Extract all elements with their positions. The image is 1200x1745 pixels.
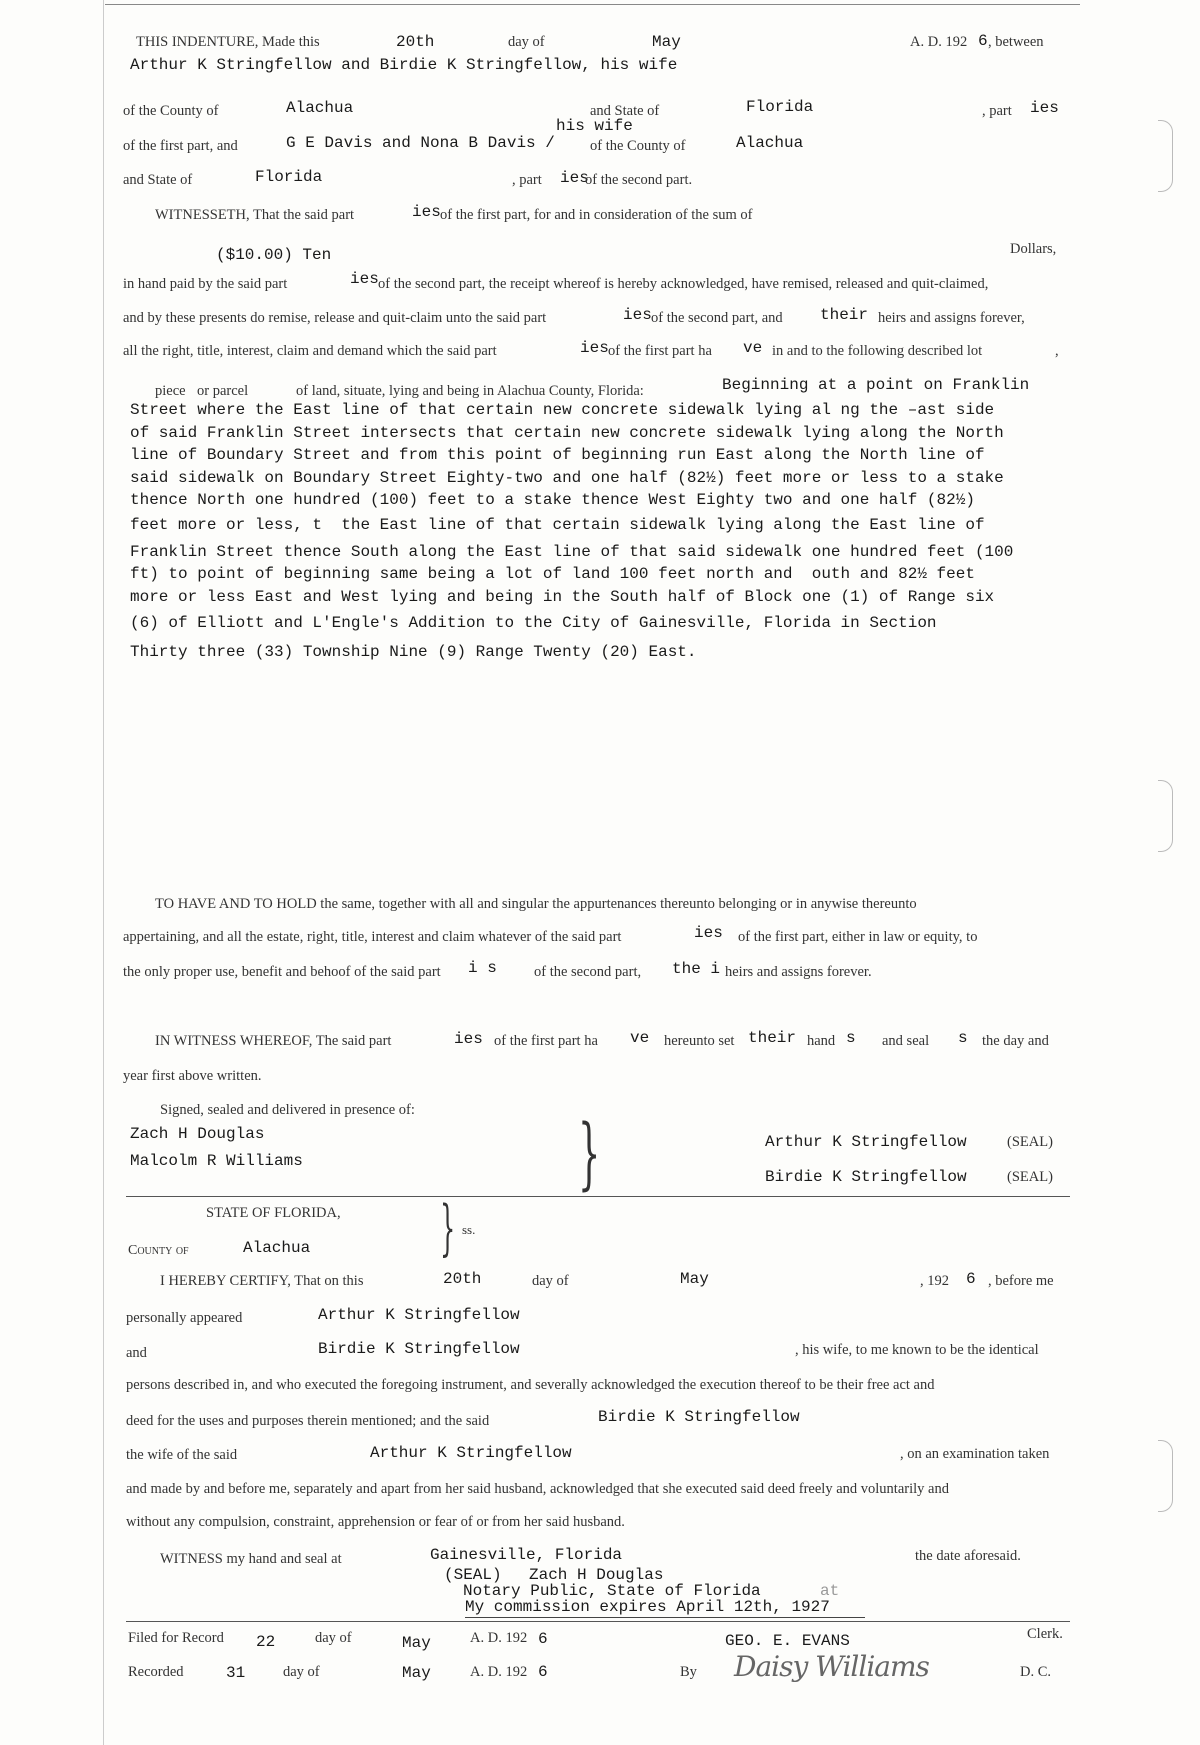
witness-2-name: Malcolm R Williams <box>130 1152 303 1170</box>
filing-divider <box>126 1621 1070 1622</box>
this-indenture-label: THIS INDENTURE, Made this <box>136 34 320 50</box>
hereby-certify: I HEREBY CERTIFY, That on this <box>160 1273 364 1289</box>
made-by-and-before: and made by and before me, separately and apart from her said husband, acknowledged that she executed said deed freely and voluntarily and <box>126 1481 949 1497</box>
description-line: ft) to point of beginning same being a lot of land 100 feet north and outh and 82½ feet <box>130 565 975 584</box>
in-witness-first-part: of the first part ha <box>494 1033 598 1049</box>
top-border <box>105 4 1080 5</box>
lot-comma: , <box>1055 343 1059 359</box>
indenture-month: May <box>652 33 681 51</box>
habendum-heirs: heirs and assigns forever. <box>725 964 872 980</box>
ad-label: A. D. 192 <box>910 34 968 50</box>
and-seal-label: and seal <box>882 1033 930 1049</box>
by-label: By <box>680 1664 697 1680</box>
appeared-person-1: Arthur K Stringfellow <box>318 1306 520 1324</box>
notary-seal: (SEAL) <box>444 1566 502 1584</box>
description-line: (6) of Elliott and L'Engle's Addition to the City of Gainesville, Florida in Section <box>130 614 937 633</box>
appeared-person-2: Birdie K Stringfellow <box>318 1340 520 1358</box>
second-part-label: of the second part. <box>585 172 693 188</box>
notary-commission: My commission expires April 12th, 1927 <box>465 1598 830 1616</box>
county-of-label: County of <box>128 1243 189 1258</box>
grantor-county: Alachua <box>286 99 354 117</box>
left-margin-line <box>103 0 104 1745</box>
description-start: Beginning at a point on Franklin <box>722 376 1030 394</box>
recorded-day-of: day of <box>283 1664 320 1680</box>
part-ies-1: ies <box>1030 99 1059 117</box>
description-line: thence North one hundred (100) feet to a stake thence West Eighty two and one half (82½) <box>130 491 975 510</box>
notary-underline <box>465 1617 865 1618</box>
witness-1-name: Zach H Douglas <box>130 1125 265 1143</box>
his-wife-note: his wife <box>556 117 633 135</box>
grantor-state: Florida <box>746 98 814 116</box>
between-label: , between <box>988 34 1044 50</box>
hand-label: hand <box>807 1033 836 1049</box>
signer-2-name: Birdie K Stringfellow <box>765 1168 967 1186</box>
part-label: , part <box>982 103 1012 119</box>
habendum-their: the i <box>672 960 721 978</box>
filed-day: 22 <box>256 1633 276 1651</box>
without-compulsion: without any compulsion, constraint, apprehension or fear of or from her said husband. <box>126 1514 625 1530</box>
habendum-ies: ies <box>694 924 723 942</box>
or-parcel-label: or parcel <box>197 383 249 399</box>
recorded-day: 31 <box>226 1664 246 1682</box>
description-line: line of Boundary Street and from this point of beginning run East along the North line of <box>130 446 985 465</box>
hand-s: s <box>846 1029 856 1047</box>
habendum-second-part: of the second part, <box>534 964 642 980</box>
in-witness-their: their <box>748 1029 797 1047</box>
signer-1-seal: (SEAL) <box>1007 1134 1053 1150</box>
in-hand-paid-label: in hand paid by the said part <box>123 276 288 292</box>
remise-second-part: of the second part, and <box>651 310 783 326</box>
filed-month: May <box>402 1634 431 1652</box>
first-part-ha: of the first part ha <box>608 343 712 359</box>
description-line: more or less East and West lying and being in the South half of Block one (1) of Range six <box>130 587 995 606</box>
piece-label: piece <box>155 383 186 399</box>
ack-year-digit: 6 <box>966 1270 976 1288</box>
in-hand-paid-ies: ies <box>350 270 379 288</box>
in-witness-ies: ies <box>454 1030 483 1048</box>
indenture-year-digit: 6 <box>978 32 988 50</box>
habendum-ies-2: i s <box>468 959 497 977</box>
right-title-clause: all the right, title, interest, claim and demand which the said part <box>123 343 497 359</box>
filed-year-digit: 6 <box>538 1630 548 1648</box>
in-witness-line: IN WITNESS WHEREOF, The said part <box>155 1033 392 1049</box>
dollars-label: Dollars, <box>1010 241 1057 257</box>
first-part-and-label: of the first part, and <box>123 138 238 154</box>
clerk-name: GEO. E. EVANS <box>725 1632 850 1650</box>
right-title-ve: ve <box>743 339 763 357</box>
remise-their: their <box>820 306 869 324</box>
deputy-signature: Daisy Williams <box>734 1650 929 1683</box>
description-line: feet more or less, t the East line of that certain sidewalk lying along the East line of <box>130 515 985 534</box>
wife-of-said: the wife of the said <box>126 1447 238 1463</box>
recorded-year-digit: 6 <box>538 1663 548 1681</box>
recorded-label: Recorded <box>128 1664 184 1680</box>
grantee-state: Florida <box>255 168 323 186</box>
his-wife-identical: , his wife, to me known to be the identical <box>795 1342 1039 1358</box>
dc-label: D. C. <box>1020 1664 1052 1680</box>
deed-for-uses: deed for the uses and purposes therein mentioned; and the said <box>126 1413 490 1429</box>
signed-sealed-label: Signed, sealed and delivered in presence of: <box>160 1102 415 1118</box>
ack-day: 20th <box>443 1270 482 1288</box>
year-first-written: year first above written. <box>123 1068 262 1084</box>
remise-ies: ies <box>623 306 652 324</box>
witnesseth-label: WITNESSETH, That the said part <box>155 207 355 223</box>
description-line: Franklin Street thence South along the East line of that said sidewalk one hundred feet (100 <box>130 542 1014 561</box>
ack-wife-name: Birdie K Stringfellow <box>598 1408 800 1426</box>
persons-described: persons described in, and who executed the foregoing instrument, and severally acknowledged the execution thereof to be their free act and <box>126 1377 935 1393</box>
day-of-label: day of <box>508 34 545 50</box>
personally-appeared: personally appeared <box>126 1310 243 1326</box>
of-county-label: of the County of <box>123 103 219 119</box>
section-divider <box>126 1196 1070 1197</box>
of-land-label: of land, situate, lying and being in Alachua County, Florida: <box>296 383 644 399</box>
in-witness-ve: ve <box>630 1029 650 1047</box>
witness-brace: } <box>578 1109 601 1199</box>
date-aforesaid: the date aforesaid. <box>915 1548 1021 1564</box>
right-title-ies: ies <box>580 339 609 357</box>
clerk-label: Clerk. <box>1027 1626 1063 1642</box>
remise-clause: and by these presents do remise, release and quit-claim unto the said part <box>123 310 547 326</box>
ss-brace: } <box>440 1193 456 1263</box>
habendum-line-2: appertaining, and all the estate, right, title, interest and claim whatever of the said part <box>123 929 622 945</box>
recorded-month: May <box>402 1664 431 1682</box>
ack-county: Alachua <box>243 1239 311 1257</box>
witnesseth-ies: ies <box>412 203 441 221</box>
indenture-day: 20th <box>396 33 435 51</box>
receipt-clause: of the second part, the receipt whereof is hereby acknowledged, have remised, released and quit-claimed, <box>378 276 989 292</box>
grantee-county: Alachua <box>736 134 804 152</box>
ack-place: Gainesville, Florida <box>430 1546 623 1564</box>
part-ies-2: ies <box>560 169 589 187</box>
before-me: , before me <box>988 1273 1054 1289</box>
legal-description <box>130 399 1090 664</box>
of-county-label-2: of the County of <box>590 138 686 154</box>
recorded-ad: A. D. 192 <box>470 1664 528 1680</box>
and-state-label-2: and State of <box>123 172 193 188</box>
ack-year-prefix: , 192 <box>920 1273 949 1289</box>
consideration-amount: ($10.00) Ten <box>216 246 332 264</box>
binding-mark <box>1158 780 1173 852</box>
heirs-assigns: heirs and assigns forever, <box>878 310 1025 326</box>
on-examination: , on an examination taken <box>900 1446 1050 1462</box>
filed-ad: A. D. 192 <box>470 1630 528 1646</box>
state-of-florida: STATE OF FLORIDA, <box>206 1205 341 1221</box>
habendum-line-1: TO HAVE AND TO HOLD the same, together with all and singular the appurtenances thereunto belonging or in anywise thereunto <box>155 896 917 912</box>
and-state-label: and State of <box>590 103 660 119</box>
description-line: of said Franklin Street intersects that certain new concrete sidewalk lying along the North <box>130 423 1004 442</box>
notary-title: Notary Public, State of Florida <box>463 1582 761 1600</box>
grantors-names: Arthur K Stringfellow and Birdie K Stringfellow, his wife <box>130 56 678 74</box>
seal-s: s <box>958 1029 968 1047</box>
habendum-line-3: the only proper use, benefit and behoof of the said part <box>123 964 441 980</box>
signer-2-seal: (SEAL) <box>1007 1169 1053 1185</box>
habendum-first-part: of the first part, either in law or equity, to <box>738 929 978 945</box>
description-line: Street where the East line of that certain new concrete sidewalk lying al ng the –ast side <box>130 401 995 419</box>
described-lot: in and to the following described lot <box>772 343 983 359</box>
and-label: and <box>126 1345 147 1361</box>
binding-mark <box>1158 120 1173 192</box>
notary-name: Zach H Douglas <box>529 1566 664 1584</box>
witnesseth-consideration: of the first part, for and in consideration of the sum of <box>440 207 753 223</box>
the-day-and: the day and <box>982 1033 1049 1049</box>
ack-month: May <box>680 1270 709 1288</box>
part-label-2: , part <box>512 172 542 188</box>
description-line: said sidewalk on Boundary Street Eighty-two and one half (82½) feet more or less to a stake <box>130 468 1004 487</box>
signer-1-name: Arthur K Stringfellow <box>765 1133 967 1151</box>
description-line: Thirty three (33) Township Nine (9) Range Twenty (20) East. <box>130 642 697 661</box>
witness-hand-seal: WITNESS my hand and seal at <box>160 1551 342 1567</box>
ack-husband-name: Arthur K Stringfellow <box>370 1444 572 1462</box>
filed-day-of: day of <box>315 1630 352 1646</box>
grantees-names: G E Davis and Nona B Davis / <box>286 134 555 152</box>
ss-label: ss. <box>462 1222 476 1237</box>
hereunto-set: hereunto set <box>664 1033 735 1049</box>
ack-day-of: day of <box>532 1273 569 1289</box>
filed-for-record: Filed for Record <box>128 1630 224 1646</box>
notary-at-large: at <box>820 1582 840 1600</box>
binding-mark <box>1158 1440 1173 1512</box>
